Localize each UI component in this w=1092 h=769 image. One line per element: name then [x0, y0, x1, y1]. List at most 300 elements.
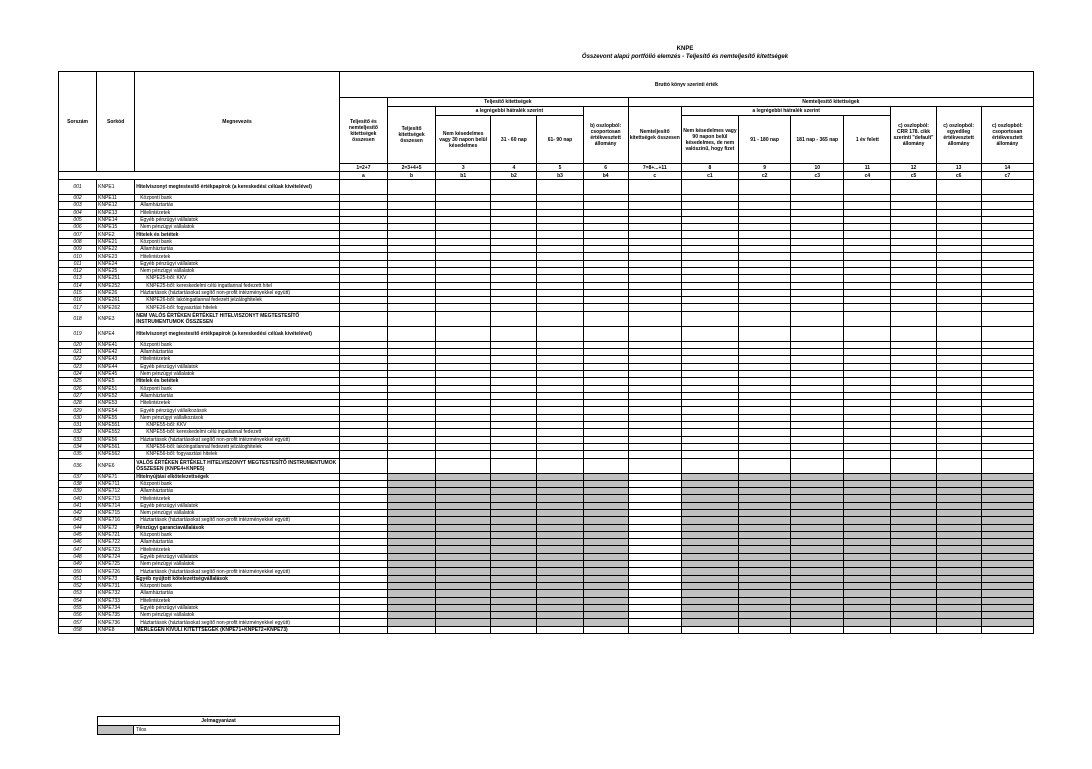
value-cell[interactable]: [981, 224, 1033, 231]
value-cell[interactable]: [791, 392, 844, 399]
value-cell[interactable]: [791, 326, 844, 341]
value-cell[interactable]: [891, 407, 936, 414]
value-cell[interactable]: [681, 509, 738, 516]
value-cell[interactable]: [981, 429, 1033, 436]
value-cell[interactable]: [981, 180, 1033, 195]
value-cell[interactable]: [936, 304, 981, 311]
value-cell[interactable]: [891, 422, 936, 429]
value-cell[interactable]: [583, 414, 628, 421]
value-cell[interactable]: [891, 356, 936, 363]
value-cell[interactable]: [936, 216, 981, 223]
value-cell[interactable]: [791, 195, 844, 202]
value-cell[interactable]: [387, 370, 435, 377]
value-cell[interactable]: [436, 253, 491, 260]
value-cell[interactable]: [844, 429, 891, 436]
value-cell[interactable]: [537, 349, 583, 356]
value-cell[interactable]: [936, 531, 981, 538]
value-cell[interactable]: [583, 524, 628, 531]
value-cell[interactable]: [936, 429, 981, 436]
value-cell[interactable]: [583, 553, 628, 560]
value-cell[interactable]: [681, 604, 738, 611]
value-cell[interactable]: [537, 356, 583, 363]
value-cell[interactable]: [537, 231, 583, 238]
value-cell[interactable]: [739, 392, 791, 399]
value-cell[interactable]: [436, 238, 491, 245]
value-cell[interactable]: [436, 260, 491, 267]
value-cell[interactable]: [387, 561, 435, 568]
value-cell[interactable]: [387, 546, 435, 553]
value-cell[interactable]: [791, 400, 844, 407]
value-cell[interactable]: [791, 297, 844, 304]
value-cell[interactable]: [387, 458, 435, 473]
value-cell[interactable]: [844, 590, 891, 597]
value-cell[interactable]: [891, 385, 936, 392]
value-cell[interactable]: [844, 282, 891, 289]
value-cell[interactable]: [537, 612, 583, 619]
value-cell[interactable]: [844, 619, 891, 626]
value-cell[interactable]: [791, 509, 844, 516]
value-cell[interactable]: [537, 509, 583, 516]
value-cell[interactable]: [583, 451, 628, 458]
value-cell[interactable]: [981, 473, 1033, 480]
value-cell[interactable]: [844, 473, 891, 480]
value-cell[interactable]: [537, 238, 583, 245]
value-cell[interactable]: [491, 304, 537, 311]
value-cell[interactable]: [339, 619, 387, 626]
value-cell[interactable]: [891, 209, 936, 216]
value-cell[interactable]: [583, 582, 628, 589]
value-cell[interactable]: [491, 202, 537, 209]
value-cell[interactable]: [436, 502, 491, 509]
value-cell[interactable]: [791, 531, 844, 538]
value-cell[interactable]: [339, 246, 387, 253]
value-cell[interactable]: [791, 612, 844, 619]
value-cell[interactable]: [436, 400, 491, 407]
value-cell[interactable]: [681, 341, 738, 348]
value-cell[interactable]: [739, 517, 791, 524]
value-cell[interactable]: [791, 488, 844, 495]
value-cell[interactable]: [891, 597, 936, 604]
value-cell[interactable]: [339, 195, 387, 202]
value-cell[interactable]: [681, 451, 738, 458]
value-cell[interactable]: [387, 392, 435, 399]
value-cell[interactable]: [339, 216, 387, 223]
value-cell[interactable]: [891, 311, 936, 326]
value-cell[interactable]: [491, 297, 537, 304]
value-cell[interactable]: [981, 231, 1033, 238]
value-cell[interactable]: [936, 488, 981, 495]
value-cell[interactable]: [844, 289, 891, 296]
value-cell[interactable]: [739, 297, 791, 304]
value-cell[interactable]: [537, 216, 583, 223]
value-cell[interactable]: [936, 612, 981, 619]
value-cell[interactable]: [583, 289, 628, 296]
value-cell[interactable]: [739, 282, 791, 289]
value-cell[interactable]: [681, 517, 738, 524]
value-cell[interactable]: [936, 509, 981, 516]
value-cell[interactable]: [436, 575, 491, 582]
value-cell[interactable]: [436, 209, 491, 216]
value-cell[interactable]: [844, 561, 891, 568]
value-cell[interactable]: [491, 458, 537, 473]
value-cell[interactable]: [936, 626, 981, 633]
value-cell[interactable]: [791, 429, 844, 436]
value-cell[interactable]: [387, 400, 435, 407]
value-cell[interactable]: [891, 246, 936, 253]
value-cell[interactable]: [739, 238, 791, 245]
value-cell[interactable]: [537, 590, 583, 597]
value-cell[interactable]: [791, 604, 844, 611]
value-cell[interactable]: [436, 568, 491, 575]
value-cell[interactable]: [583, 326, 628, 341]
value-cell[interactable]: [387, 626, 435, 633]
value-cell[interactable]: [981, 304, 1033, 311]
value-cell[interactable]: [583, 246, 628, 253]
value-cell[interactable]: [436, 180, 491, 195]
value-cell[interactable]: [739, 180, 791, 195]
value-cell[interactable]: [891, 267, 936, 274]
value-cell[interactable]: [791, 422, 844, 429]
value-cell[interactable]: [681, 524, 738, 531]
value-cell[interactable]: [936, 231, 981, 238]
value-cell[interactable]: [491, 451, 537, 458]
value-cell[interactable]: [628, 363, 681, 370]
value-cell[interactable]: [583, 231, 628, 238]
value-cell[interactable]: [844, 195, 891, 202]
value-cell[interactable]: [436, 282, 491, 289]
value-cell[interactable]: [681, 561, 738, 568]
value-cell[interactable]: [583, 539, 628, 546]
value-cell[interactable]: [936, 253, 981, 260]
value-cell[interactable]: [739, 619, 791, 626]
value-cell[interactable]: [739, 546, 791, 553]
value-cell[interactable]: [681, 553, 738, 560]
value-cell[interactable]: [739, 612, 791, 619]
value-cell[interactable]: [537, 597, 583, 604]
value-cell[interactable]: [681, 260, 738, 267]
value-cell[interactable]: [628, 341, 681, 348]
value-cell[interactable]: [628, 311, 681, 326]
value-cell[interactable]: [339, 568, 387, 575]
value-cell[interactable]: [844, 517, 891, 524]
value-cell[interactable]: [844, 385, 891, 392]
value-cell[interactable]: [739, 260, 791, 267]
value-cell[interactable]: [628, 495, 681, 502]
value-cell[interactable]: [436, 385, 491, 392]
value-cell[interactable]: [739, 231, 791, 238]
value-cell[interactable]: [628, 400, 681, 407]
value-cell[interactable]: [436, 429, 491, 436]
value-cell[interactable]: [681, 407, 738, 414]
value-cell[interactable]: [681, 400, 738, 407]
value-cell[interactable]: [844, 267, 891, 274]
value-cell[interactable]: [436, 436, 491, 443]
value-cell[interactable]: [628, 582, 681, 589]
value-cell[interactable]: [791, 267, 844, 274]
value-cell[interactable]: [891, 260, 936, 267]
value-cell[interactable]: [981, 202, 1033, 209]
value-cell[interactable]: [537, 619, 583, 626]
value-cell[interactable]: [339, 582, 387, 589]
value-cell[interactable]: [681, 231, 738, 238]
value-cell[interactable]: [387, 575, 435, 582]
value-cell[interactable]: [537, 297, 583, 304]
value-cell[interactable]: [739, 604, 791, 611]
value-cell[interactable]: [583, 407, 628, 414]
value-cell[interactable]: [681, 304, 738, 311]
value-cell[interactable]: [844, 524, 891, 531]
value-cell[interactable]: [387, 422, 435, 429]
value-cell[interactable]: [583, 202, 628, 209]
value-cell[interactable]: [981, 385, 1033, 392]
value-cell[interactable]: [491, 488, 537, 495]
value-cell[interactable]: [791, 517, 844, 524]
value-cell[interactable]: [936, 458, 981, 473]
value-cell[interactable]: [436, 414, 491, 421]
value-cell[interactable]: [339, 531, 387, 538]
value-cell[interactable]: [681, 282, 738, 289]
value-cell[interactable]: [981, 349, 1033, 356]
value-cell[interactable]: [791, 568, 844, 575]
value-cell[interactable]: [491, 429, 537, 436]
value-cell[interactable]: [681, 502, 738, 509]
value-cell[interactable]: [844, 260, 891, 267]
value-cell[interactable]: [537, 495, 583, 502]
value-cell[interactable]: [387, 568, 435, 575]
value-cell[interactable]: [583, 531, 628, 538]
value-cell[interactable]: [491, 246, 537, 253]
value-cell[interactable]: [936, 267, 981, 274]
value-cell[interactable]: [436, 311, 491, 326]
value-cell[interactable]: [387, 260, 435, 267]
value-cell[interactable]: [981, 253, 1033, 260]
value-cell[interactable]: [791, 502, 844, 509]
value-cell[interactable]: [844, 488, 891, 495]
value-cell[interactable]: [537, 311, 583, 326]
value-cell[interactable]: [491, 356, 537, 363]
value-cell[interactable]: [537, 488, 583, 495]
value-cell[interactable]: [981, 597, 1033, 604]
value-cell[interactable]: [537, 604, 583, 611]
value-cell[interactable]: [981, 539, 1033, 546]
value-cell[interactable]: [739, 575, 791, 582]
value-cell[interactable]: [844, 480, 891, 487]
value-cell[interactable]: [681, 568, 738, 575]
value-cell[interactable]: [791, 407, 844, 414]
value-cell[interactable]: [583, 422, 628, 429]
value-cell[interactable]: [436, 495, 491, 502]
value-cell[interactable]: [844, 180, 891, 195]
value-cell[interactable]: [844, 539, 891, 546]
value-cell[interactable]: [339, 304, 387, 311]
value-cell[interactable]: [791, 349, 844, 356]
value-cell[interactable]: [537, 436, 583, 443]
value-cell[interactable]: [628, 590, 681, 597]
value-cell[interactable]: [739, 414, 791, 421]
value-cell[interactable]: [339, 590, 387, 597]
value-cell[interactable]: [491, 363, 537, 370]
value-cell[interactable]: [981, 400, 1033, 407]
value-cell[interactable]: [791, 304, 844, 311]
value-cell[interactable]: [339, 495, 387, 502]
value-cell[interactable]: [491, 326, 537, 341]
value-cell[interactable]: [791, 495, 844, 502]
value-cell[interactable]: [339, 561, 387, 568]
value-cell[interactable]: [981, 370, 1033, 377]
value-cell[interactable]: [936, 370, 981, 377]
value-cell[interactable]: [339, 400, 387, 407]
value-cell[interactable]: [681, 216, 738, 223]
value-cell[interactable]: [339, 341, 387, 348]
value-cell[interactable]: [739, 509, 791, 516]
value-cell[interactable]: [681, 422, 738, 429]
value-cell[interactable]: [491, 341, 537, 348]
value-cell[interactable]: [339, 502, 387, 509]
value-cell[interactable]: [681, 436, 738, 443]
value-cell[interactable]: [981, 341, 1033, 348]
value-cell[interactable]: [583, 311, 628, 326]
value-cell[interactable]: [628, 451, 681, 458]
value-cell[interactable]: [891, 604, 936, 611]
value-cell[interactable]: [739, 363, 791, 370]
value-cell[interactable]: [891, 524, 936, 531]
value-cell[interactable]: [936, 524, 981, 531]
value-cell[interactable]: [339, 356, 387, 363]
value-cell[interactable]: [491, 378, 537, 385]
value-cell[interactable]: [891, 575, 936, 582]
value-cell[interactable]: [491, 224, 537, 231]
value-cell[interactable]: [791, 224, 844, 231]
value-cell[interactable]: [339, 363, 387, 370]
value-cell[interactable]: [681, 619, 738, 626]
value-cell[interactable]: [981, 246, 1033, 253]
value-cell[interactable]: [491, 546, 537, 553]
value-cell[interactable]: [739, 539, 791, 546]
value-cell[interactable]: [739, 304, 791, 311]
value-cell[interactable]: [628, 385, 681, 392]
value-cell[interactable]: [739, 429, 791, 436]
value-cell[interactable]: [936, 349, 981, 356]
value-cell[interactable]: [387, 253, 435, 260]
value-cell[interactable]: [339, 349, 387, 356]
value-cell[interactable]: [583, 575, 628, 582]
value-cell[interactable]: [981, 502, 1033, 509]
value-cell[interactable]: [339, 575, 387, 582]
value-cell[interactable]: [436, 275, 491, 282]
value-cell[interactable]: [936, 582, 981, 589]
value-cell[interactable]: [844, 238, 891, 245]
value-cell[interactable]: [891, 297, 936, 304]
value-cell[interactable]: [387, 480, 435, 487]
value-cell[interactable]: [628, 539, 681, 546]
value-cell[interactable]: [891, 224, 936, 231]
value-cell[interactable]: [387, 488, 435, 495]
value-cell[interactable]: [844, 458, 891, 473]
value-cell[interactable]: [583, 561, 628, 568]
value-cell[interactable]: [791, 539, 844, 546]
value-cell[interactable]: [628, 180, 681, 195]
value-cell[interactable]: [339, 385, 387, 392]
value-cell[interactable]: [936, 495, 981, 502]
value-cell[interactable]: [981, 311, 1033, 326]
value-cell[interactable]: [981, 326, 1033, 341]
value-cell[interactable]: [436, 349, 491, 356]
value-cell[interactable]: [791, 246, 844, 253]
value-cell[interactable]: [936, 275, 981, 282]
value-cell[interactable]: [791, 378, 844, 385]
value-cell[interactable]: [491, 209, 537, 216]
value-cell[interactable]: [739, 202, 791, 209]
value-cell[interactable]: [339, 267, 387, 274]
value-cell[interactable]: [537, 473, 583, 480]
value-cell[interactable]: [936, 297, 981, 304]
value-cell[interactable]: [791, 561, 844, 568]
value-cell[interactable]: [387, 473, 435, 480]
value-cell[interactable]: [739, 326, 791, 341]
value-cell[interactable]: [844, 443, 891, 450]
value-cell[interactable]: [491, 238, 537, 245]
value-cell[interactable]: [891, 539, 936, 546]
value-cell[interactable]: [436, 531, 491, 538]
value-cell[interactable]: [628, 289, 681, 296]
value-cell[interactable]: [981, 414, 1033, 421]
value-cell[interactable]: [681, 370, 738, 377]
value-cell[interactable]: [491, 582, 537, 589]
value-cell[interactable]: [681, 590, 738, 597]
value-cell[interactable]: [681, 378, 738, 385]
value-cell[interactable]: [891, 488, 936, 495]
value-cell[interactable]: [681, 180, 738, 195]
value-cell[interactable]: [981, 282, 1033, 289]
value-cell[interactable]: [339, 509, 387, 516]
value-cell[interactable]: [339, 224, 387, 231]
value-cell[interactable]: [491, 509, 537, 516]
value-cell[interactable]: [491, 539, 537, 546]
value-cell[interactable]: [436, 590, 491, 597]
value-cell[interactable]: [891, 582, 936, 589]
value-cell[interactable]: [681, 443, 738, 450]
value-cell[interactable]: [387, 341, 435, 348]
value-cell[interactable]: [791, 443, 844, 450]
value-cell[interactable]: [436, 297, 491, 304]
value-cell[interactable]: [981, 546, 1033, 553]
value-cell[interactable]: [681, 575, 738, 582]
value-cell[interactable]: [681, 209, 738, 216]
value-cell[interactable]: [844, 341, 891, 348]
value-cell[interactable]: [436, 363, 491, 370]
value-cell[interactable]: [891, 253, 936, 260]
value-cell[interactable]: [537, 363, 583, 370]
value-cell[interactable]: [681, 202, 738, 209]
value-cell[interactable]: [936, 202, 981, 209]
value-cell[interactable]: [339, 443, 387, 450]
value-cell[interactable]: [981, 436, 1033, 443]
value-cell[interactable]: [583, 216, 628, 223]
value-cell[interactable]: [436, 561, 491, 568]
value-cell[interactable]: [791, 553, 844, 560]
value-cell[interactable]: [844, 311, 891, 326]
value-cell[interactable]: [436, 392, 491, 399]
value-cell[interactable]: [791, 260, 844, 267]
value-cell[interactable]: [537, 289, 583, 296]
value-cell[interactable]: [583, 238, 628, 245]
value-cell[interactable]: [436, 626, 491, 633]
value-cell[interactable]: [981, 590, 1033, 597]
value-cell[interactable]: [583, 209, 628, 216]
value-cell[interactable]: [981, 531, 1033, 538]
value-cell[interactable]: [791, 385, 844, 392]
value-cell[interactable]: [537, 253, 583, 260]
